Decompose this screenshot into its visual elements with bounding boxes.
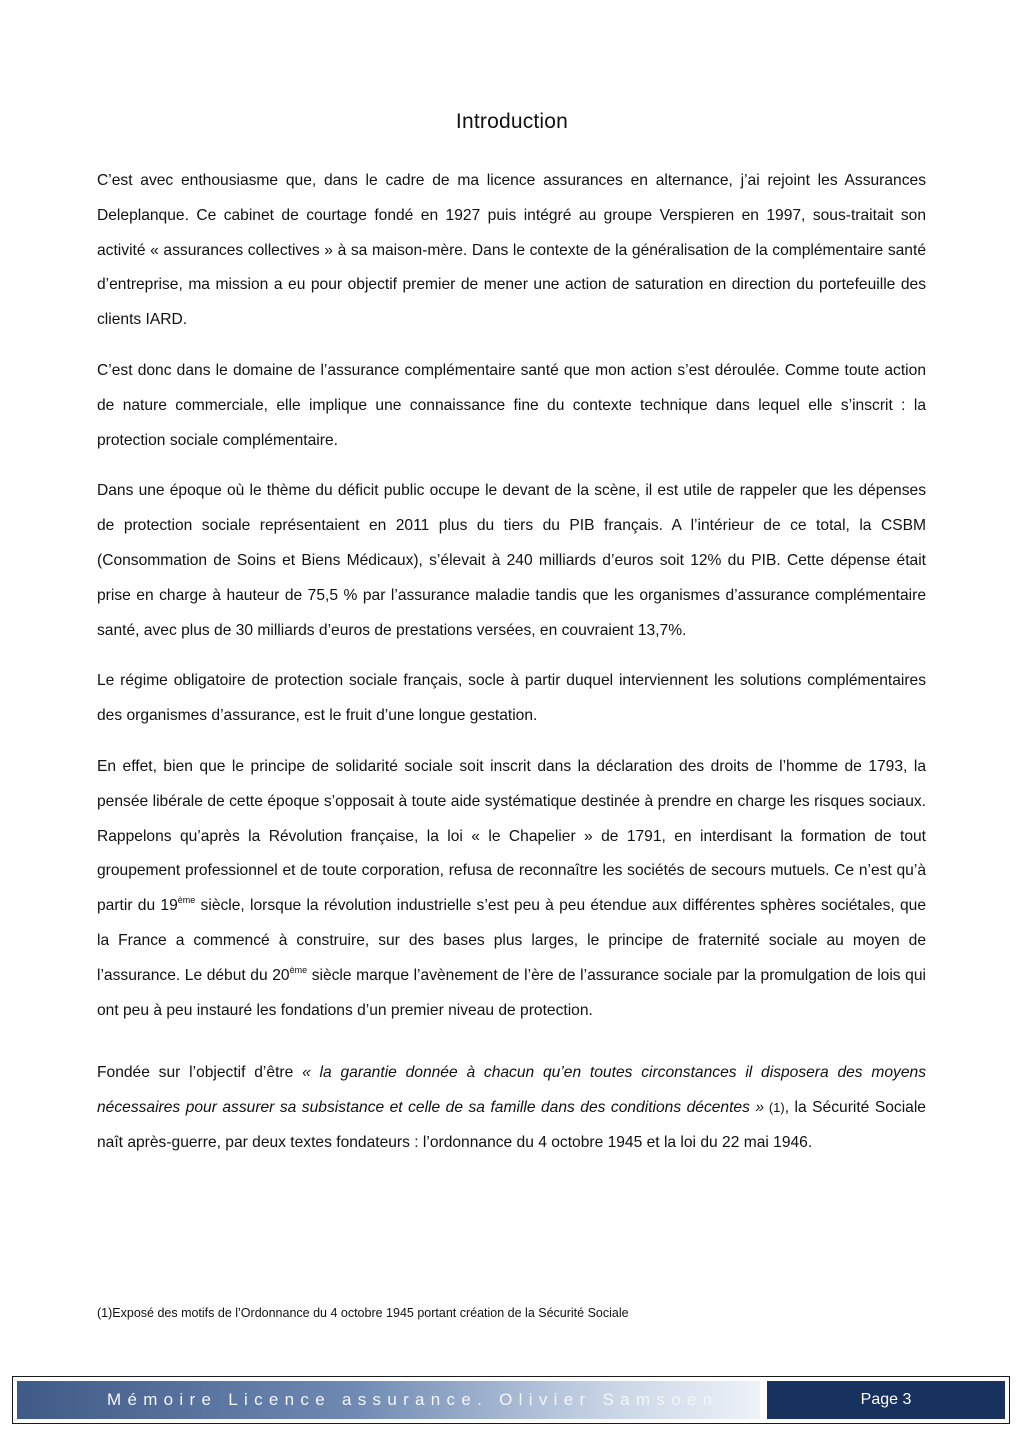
paragraph-5-part-a: En effet, bien que le principe de solidarité sociale soit inscrit dans la déclaration des droits de l’homme de 1793, la pensée libérale de cette époque s’opposait à toute aide systématique destinée à prendre en charge les risques sociaux. Rappelons qu’après la Révolution française, la loi « le Chapelier » de 1791, en interdisant la formation de tout groupement professionnel et de toute corporation, refusa de reconnaître les sociétés de secours mutuels. Ce n’est qu’à partir du 19 [97,757,926,915]
footer-title: Mémoire Licence assurance. Olivier Samsoen [17,1381,760,1419]
paragraph-5-part-b: siècle, lorsque la révolution industrielle s’est peu à peu étendue aux différentes sphères sociétales, que la France a commencé à construire, sur des bases plus larges, le principe de fraternité sociale au moyen de l’assurance. Le début du 20 [97,897,926,984]
paragraph-4: Le régime obligatoire de protection sociale français, socle à partir duquel interviennent les solutions complémentaires des organismes d’assurance, est le fruit d’une longue gestation. [97,672,926,725]
paragraph-2: C’est donc dans le domaine de l’assurance complémentaire santé que mon action s’est déroulée. Comme toute action de nature commerciale, elle implique une connaissance fine du contexte technique dans lequel elle s’inscrit : la protection sociale complémentaire. [97,361,926,449]
paragraph-5-part-c: siècle marque l’avènement de l’ère de l’assurance sociale par la promulgation de lois qui ont peu à peu instauré les fondations d’un premier niveau de protection. [97,966,926,1019]
superscript: ème [177,895,196,906]
footnote-reference: (1) [764,1100,785,1116]
paragraph-6 [97,1056,926,1160]
page-title: Introduction [455,110,569,133]
paragraph-6-part-b: , la Sécurité Sociale naît après-guerre, par deux textes fondateurs : l’ordonnance du 4 octobre 1945 et la loi du 22 mai 1946. [97,1099,926,1151]
body-text [97,164,926,1177]
paragraph-1: C’est avec enthousiasme que, dans le cadre de ma licence assurances en alternance, j’ai rejoint les Assurances Deleplanque. Ce cabinet de courtage fondé en 1927 puis intégré au groupe Verspieren en 1997, sous-traitait son activité « assurances collectives » à sa maison-mère. Dans le contexte de la généralisation de la complémentaire santé d’entreprise, ma mission a eu pour objectif premier de mener une action de saturation en direction du portefeuille des clients IARD. [97,172,926,329]
superscript: ème [289,964,308,975]
quotation: « la garantie donnée à chacun qu’en toutes circonstances il disposera des moyens nécessaires pour assurer sa subsistance et celle de sa famille dans des conditions décentes » [97,1064,926,1117]
paragraph-3: Dans une époque où le thème du déficit public occupe le devant de la scène, il est utile de rappeler que les dépenses de protection sociale représentaient en 2011 plus du tiers du PIB français. A l’intérieur de ce total, la CSBM (Consommation de Soins et Biens Médicaux), s’élevait à 240 milliards d’euros soit 12% du PIB. Cette dépense était prise en charge à hauteur de 75,5 % par l’assurance maladie tandis que les organismes d’assurance complémentaire santé, avec plus de 30 milliards d’euros de prestations versées, en couvraient 13,7%. [97,482,926,639]
paragraph-5 [97,750,926,1028]
footnote: (1)Exposé des motifs de l’Ordonnance du 4 octobre 1945 portant création de la Sécurité Sociale [97,1306,629,1320]
paragraph-6-part-a: Fondée sur l’objectif d’être [97,1064,303,1082]
page-number: Page 3 [767,1381,1005,1419]
